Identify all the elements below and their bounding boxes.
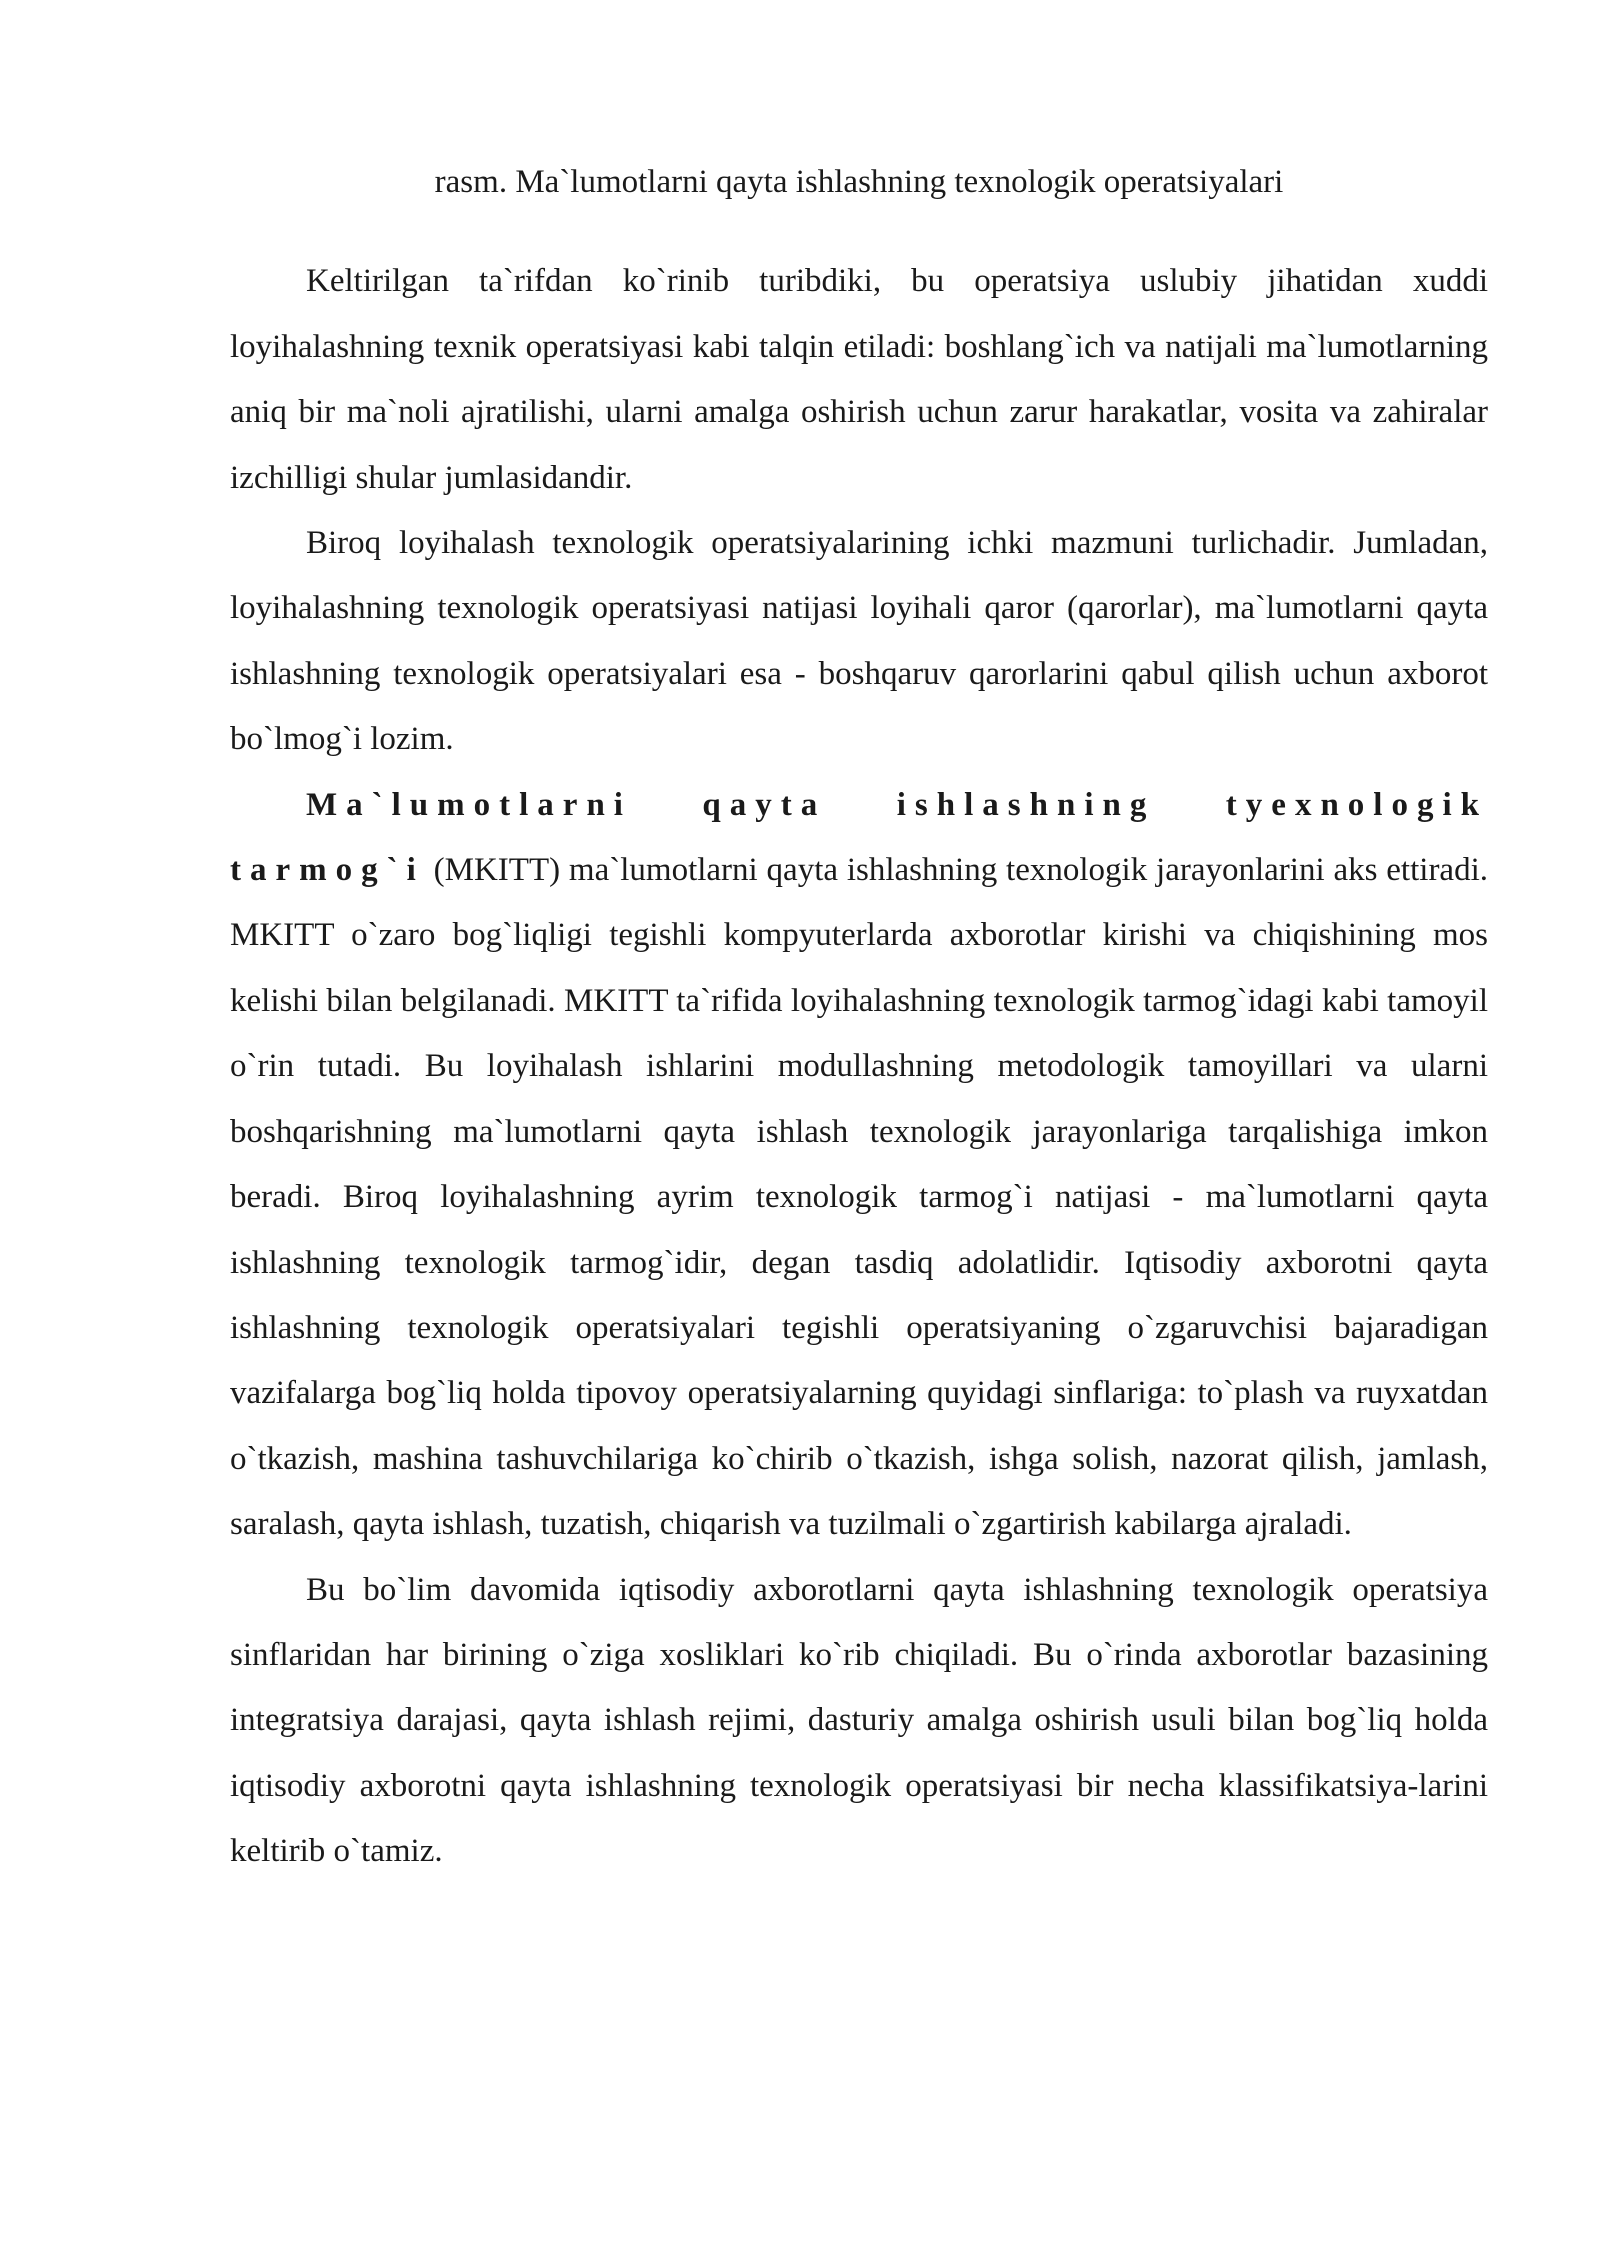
- paragraph-1: Keltirilgan ta`rifdan ko`rinib turibdiki, bu operatsiya uslubiy jihatidan xuddi loyihalashning texnik operatsiyasi kabi talqin etiladi: boshlang`ich va natijali ma`lumotlarning aniq bir ma`noli ajratilishi, ularni amalga oshirish uchun zarur harakatlar, vosita va zahiralar izchilligi shular jumlasidandir.: [230, 263, 1488, 496]
- paragraph-4: Bu bo`lim davomida iqtisodiy axborotlarni qayta ishlashning texnologik operatsiya sinflaridan har birining o`ziga xosliklari ko`rib chiqiladi. Bu o`rinda axborotlar bazasining integratsiya darajasi, qayta ishlash rejimi, dasturiy amalga oshirish usuli bilan bog`liq holda iqtisodiy axborotni qayta ishlashning texnologik operatsiyasi bir necha klassifikatsiya-larini keltirib o`tamiz.: [230, 1571, 1488, 1870]
- figure-caption: rasm. Ma`lumotlarni qayta ishlashning texnologik operatsiyalari: [434, 164, 1284, 200]
- paragraph-3-text: (MKITT) ma`lumotlarni qayta ishlashning texnologik jarayonlarini aks ettiradi. MKITT o`zaro bog`liqligi tegishli kompyuterlarda axborotlar kirishi va chiqishining mos kelishi bilan belgilanadi. MKITT ta`rifida loyihalashning texnologik tarmog`idagi kabi tamoyil o`rin tutadi. Bu loyihalash ishlarini modullashning metodologik tamoyillari va ularni boshqarishning ma`lumotlarni qayta ishlash texnologik jarayonlariga tarqalishiga imkon beradi. Biroq loyihalashning ayrim texnologik tarmog`i natijasi - ma`lumotlarni qayta ishlashning texnologik tarmog`idir, degan tasdiq adolatlidir. Iqtisodiy axborotni qayta ishlashning texnologik operatsiyalari tegishli operatsiyaning o`zgaruvchisi bajaradigan vazifalarga bog`liq holda tipovoy operatsiyalarning quyidagi sinflariga: to`plash va ruyxatdan o`tkazish, mashina tashuvchilariga ko`chirib o`tkazish, ishga solish, nazorat qilish, jamlash, saralash, qayta ishlash, tuzatish, chiqarish va tuzilmali o`zgartirish kabilarga ajraladi.: [230, 852, 1488, 1543]
- document-page: [230, 150, 1488, 1885]
- paragraph-3: [230, 773, 1488, 1558]
- bold-term: Ma`lumotlarni qayta ishlashning tyexnologik tarmog`i: [230, 786, 1488, 889]
- paragraph-2: Biroq loyihalash texnologik operatsiyalarining ichki mazmuni turlichadir. Jumladan, loyihalashning texnologik operatsiyasi natijasi loyihali qaror (qarorlar), ma`lumotlarni qayta ishlashning texnologik operatsiyalari esa - boshqaruv qarorlarini qabul qilish uchun axborot bo`lmog`i lozim.: [230, 525, 1488, 758]
